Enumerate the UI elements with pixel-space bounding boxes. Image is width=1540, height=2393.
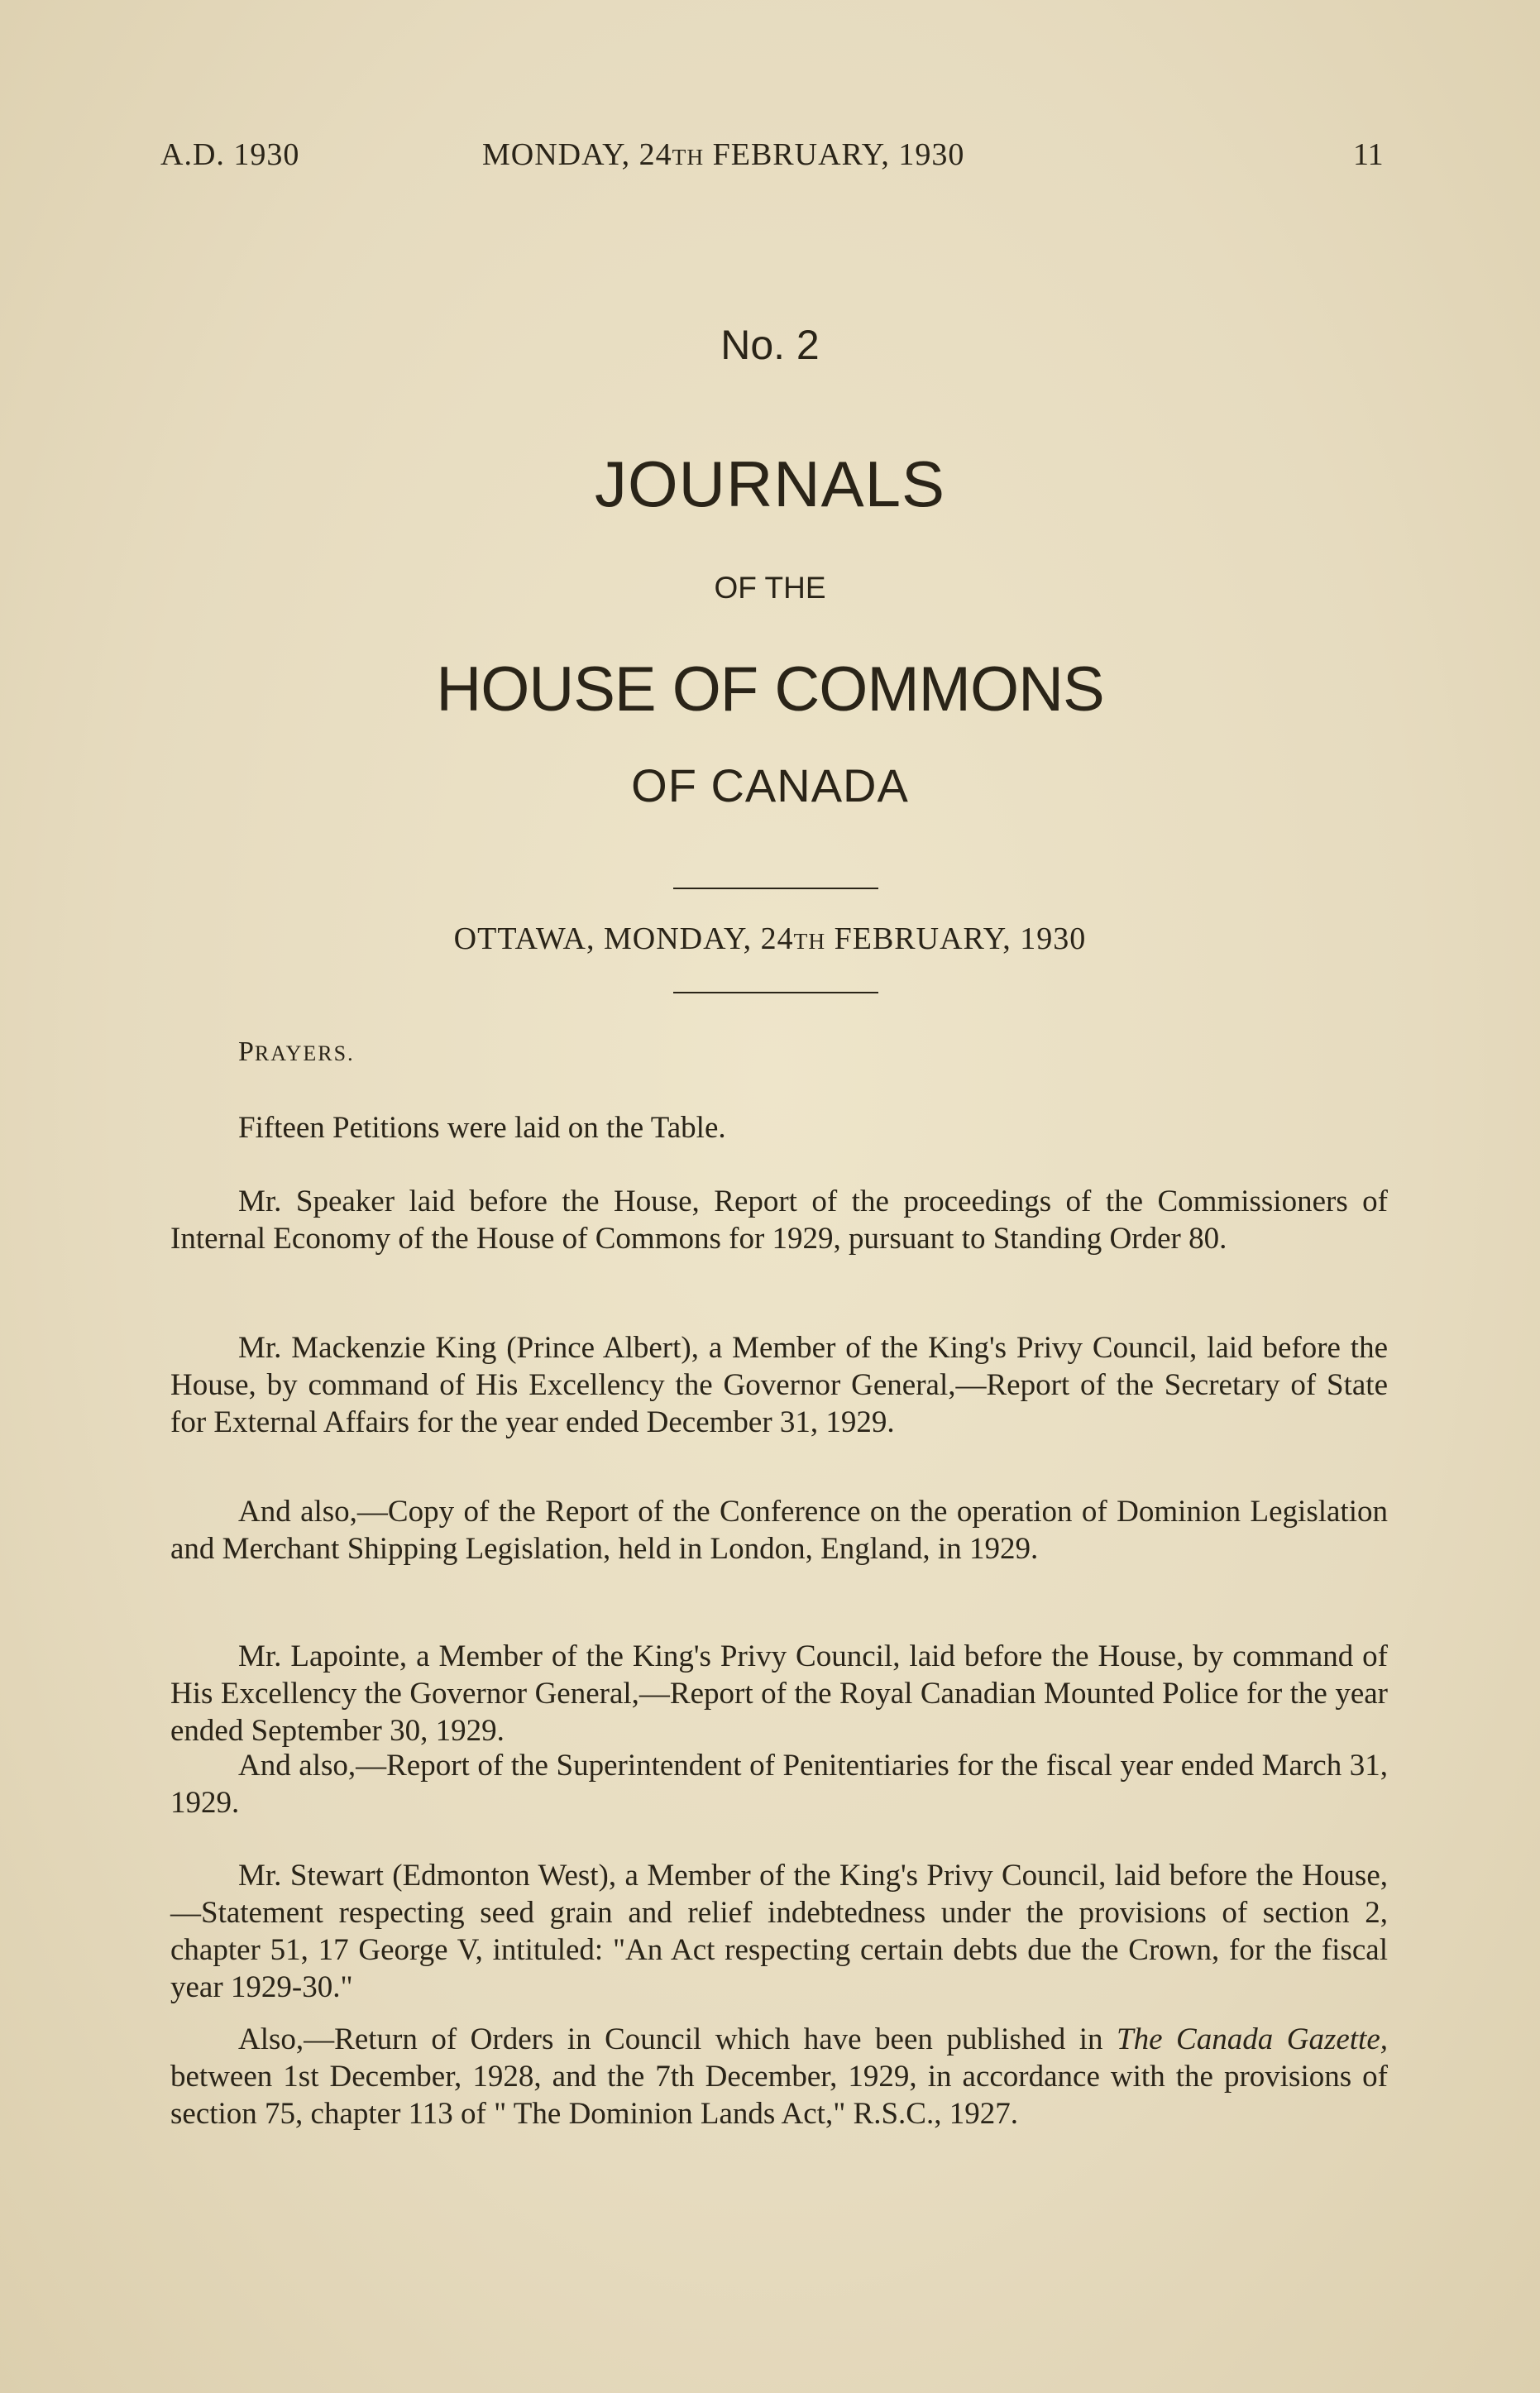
prayers-initial: P [238,1036,255,1067]
paragraph-conference-report [170,1493,1388,1567]
paragraph-text: And also,—Report of the Superintendent of Penitentiaries for the fiscal year ended March 31, 1929. [170,1749,1388,1820]
dateline [0,921,1540,957]
running-header [0,136,1540,186]
paragraph-text-a: Also,—Return of Orders in Council which have been published in [238,2022,1117,2056]
divider-bottom [673,992,878,993]
paragraph-text [170,2021,1388,2132]
header-date-prefix: MONDAY, 24 [482,137,672,172]
prayers-rest: RAYERS. [254,1041,355,1065]
paragraph-text: Fifteen Petitions were laid on the Table. [238,1111,726,1145]
dateline-suffix: FEBRUARY, 1930 [825,921,1087,956]
page-number: 11 [1353,137,1384,172]
issue-number: No. 2 [720,322,820,368]
paragraph-lapointe [170,1638,1388,1749]
paragraph-text: Mr. Lapointe, a Member of the King's Privy Council, laid before the House, by command of His Excellency the Governor General,—Report of the Royal Canadian Mounted Police for the year ended September 30, 1929. [170,1639,1388,1748]
divider-top [673,888,878,889]
title-house-of-commons: HOUSE OF COMMONS [436,654,1104,725]
dateline-ordinal: TH [793,929,826,954]
gazette-title: The Canada Gazette, [1117,2022,1388,2056]
title-of-the: OF THE [714,571,826,605]
paragraph-text: And also,—Copy of the Report of the Conference on the operation of Dominion Legislation and Merchant Shipping Legislation, held in London, England, in 1929. [170,1495,1388,1566]
dateline-prefix: OTTAWA, MONDAY, 24 [453,921,794,956]
paragraph-stewart [170,1857,1388,2006]
header-year: A.D. 1930 [160,137,300,172]
header-date [482,136,964,173]
paragraph-text: Mr. Speaker laid before the House, Report of the proceedings of the Commissioners of Internal Economy of the House of Commons for 1929, pursuant to Standing Order 80. [170,1185,1388,1256]
paragraph-petitions [170,1109,1388,1146]
title-of-canada: OF CANADA [631,759,909,811]
paragraph-mackenzie-king [170,1329,1388,1441]
header-date-ordinal: TH [672,145,705,170]
paragraph-text: Mr. Stewart (Edmonton West), a Member of the King's Privy Council, laid before the House,—Statement respecting seed grain and relief indebtedness under the provisions of section 2, chapter 51, 17 George V, intituled: "An Act respecting certain debts due the Crown, for the fiscal year 1929-30." [170,1859,1388,2004]
paragraph-speaker-report [170,1183,1388,1257]
paragraph-text: Mr. Mackenzie King (Prince Albert), a Member of the King's Privy Council, laid before the House, by command of His Excellency the Governor General,—Report of the Secretary of State for External Affairs for the year ended December 31, 1929. [170,1331,1388,1439]
prayers-heading [238,1036,355,1068]
paragraph-penitentiaries [170,1747,1388,1821]
paragraph-orders-in-council [170,2021,1388,2132]
header-date-suffix: FEBRUARY, 1930 [704,137,965,172]
title-journals: JOURNALS [594,447,946,520]
paragraph-text-b: between 1st December, 1928, and the 7th December, 1929, in accordance with the provisions of section 75, chapter 113 of " The Dominion Lands Act," R.S.C., 1927. [170,2060,1388,2131]
